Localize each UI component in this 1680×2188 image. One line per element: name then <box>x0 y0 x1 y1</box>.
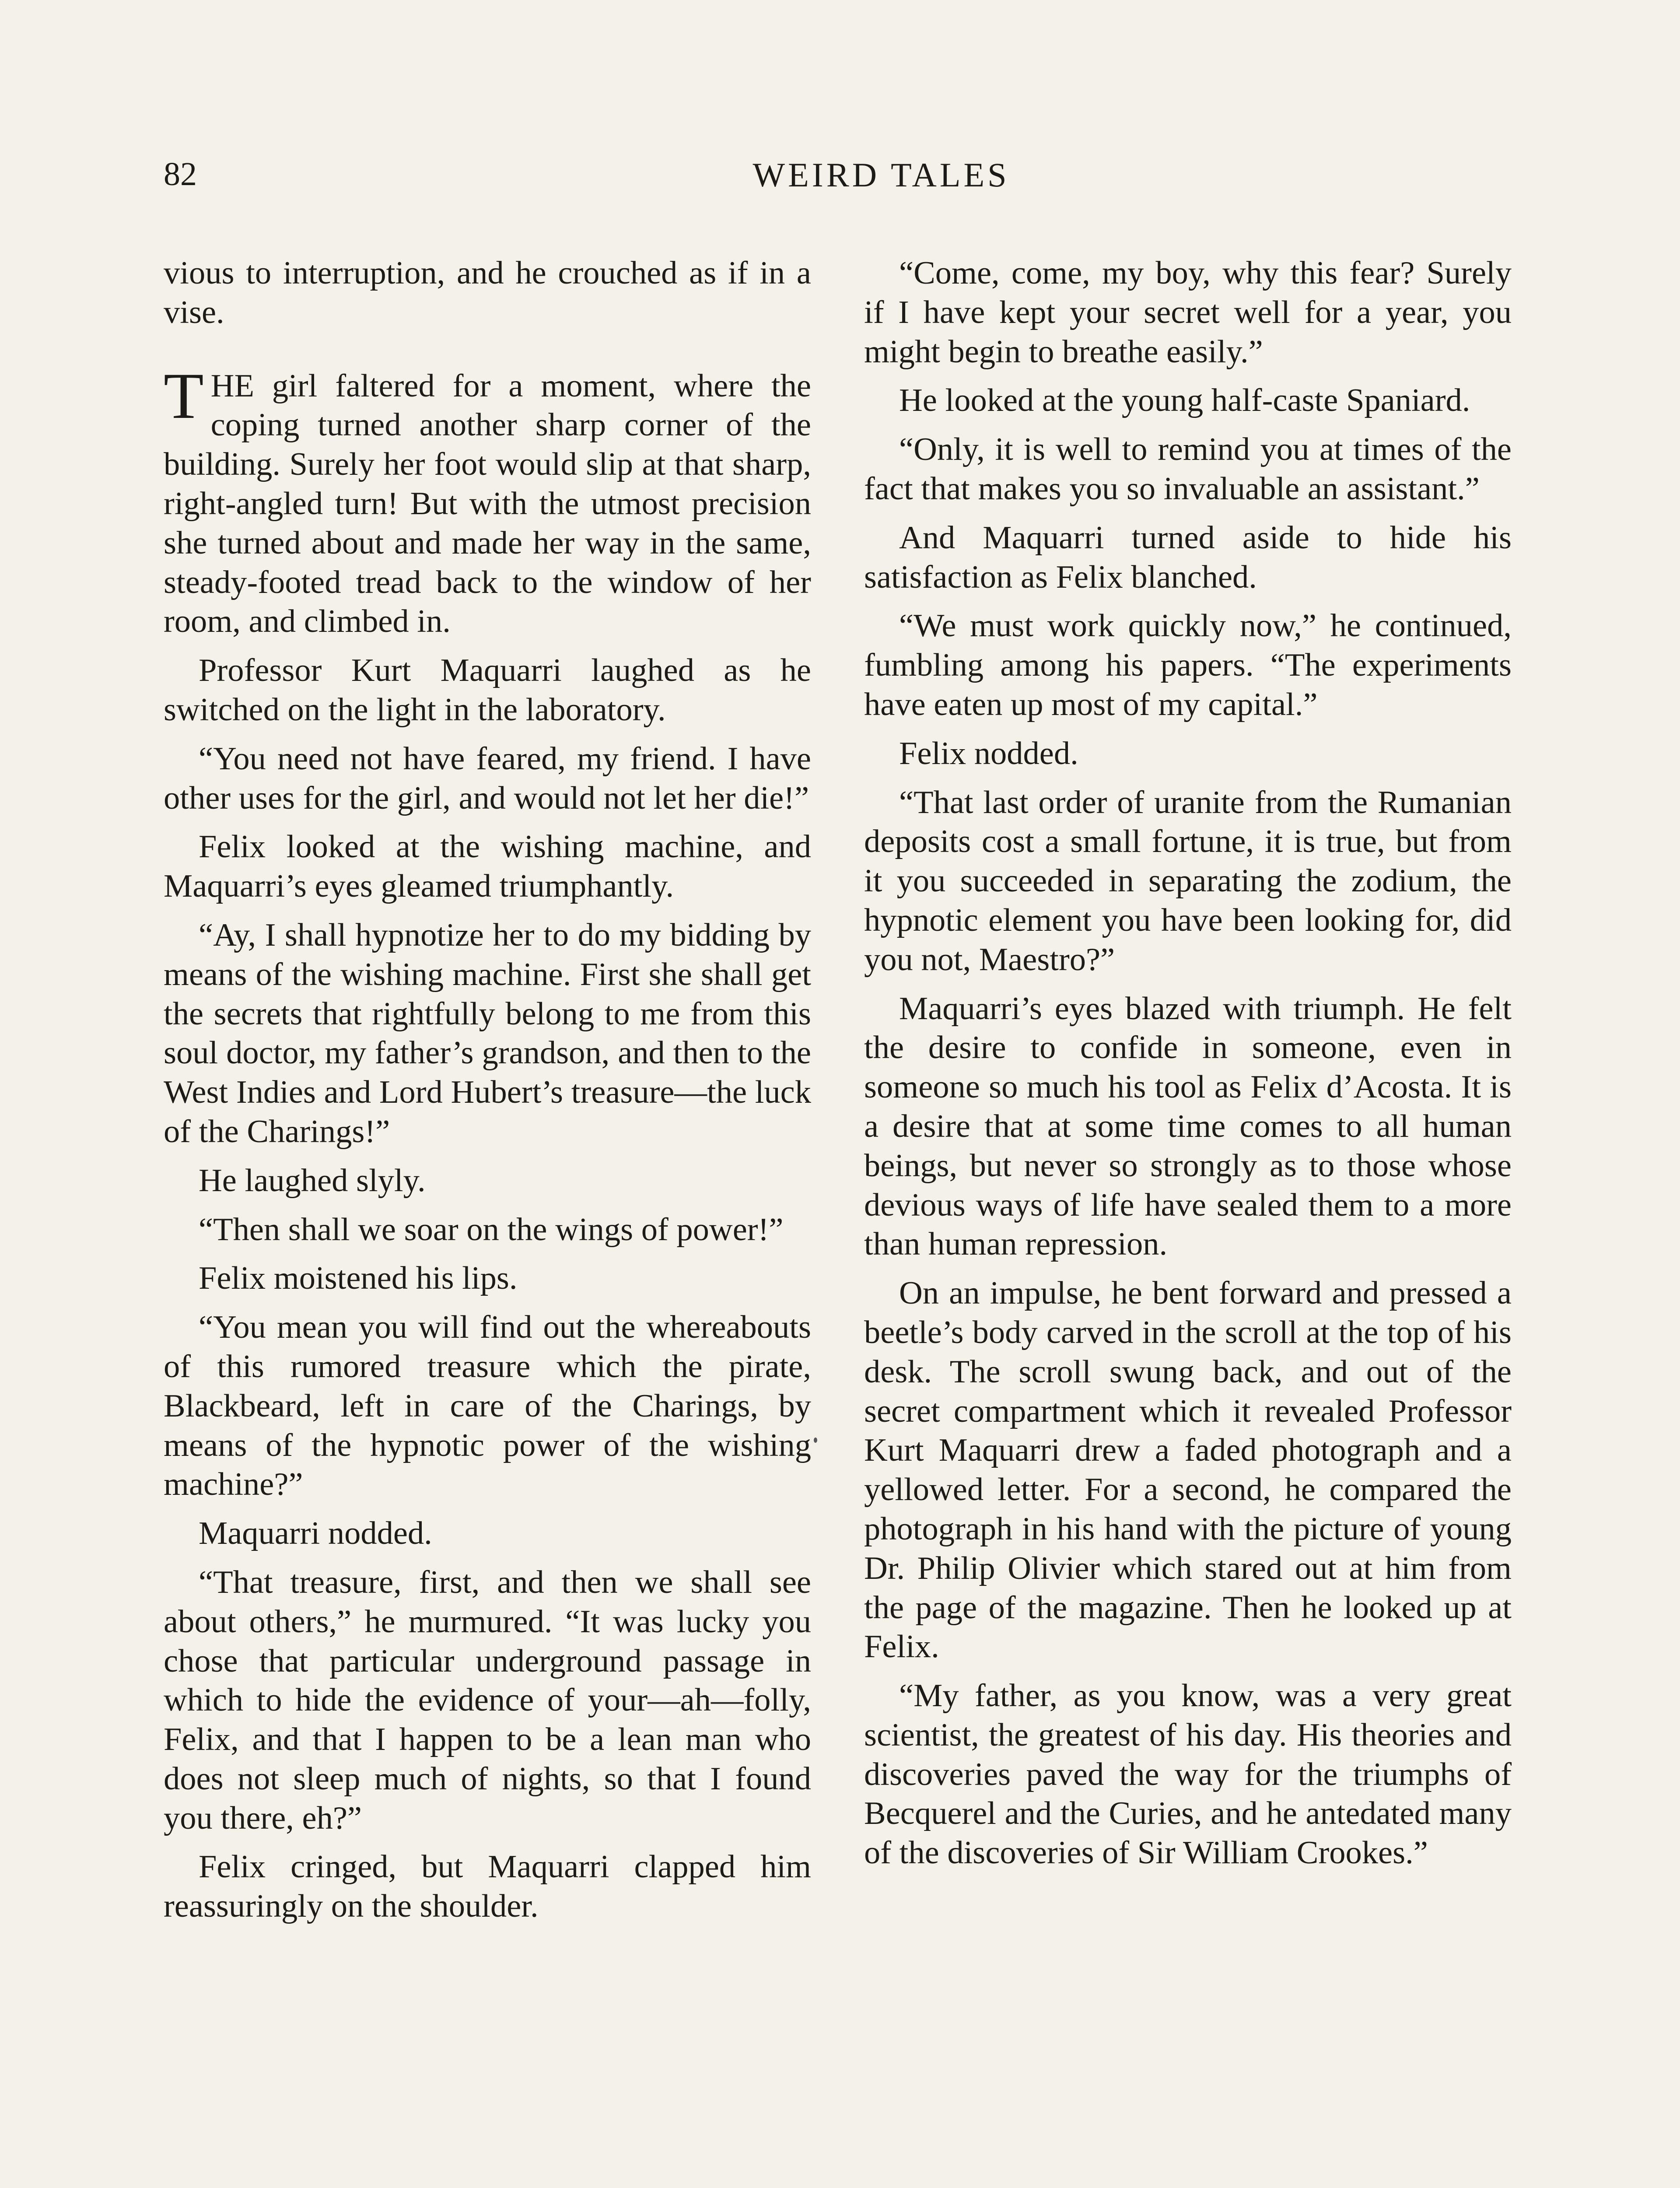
drop-cap: T <box>164 359 204 432</box>
paragraph: “You mean you will find out the whereabouts of this rumored treasure which the pirate, Blackbeard, left in care of the Charings, by means of the hypnotic power of the wishing machine?” <box>164 1309 811 1503</box>
paragraph-text: HE girl faltered for a moment, where the coping turned another sharp corner of the building. Surely her foot would slip at that sharp, right-angled turn! But with the utmost precision she turned about and made her way in the same, steady-footed tread back to the window of her room, and climbed in. <box>164 368 811 640</box>
paragraph: “Come, come, my boy, why this fear? Surely if I have kept your secret well for a year, you might begin to breathe easily.” <box>864 255 1512 370</box>
paragraph: On an impulse, he bent forward and pressed a beetle’s body carved in the scroll at the top of his desk. The scroll swung back, and out of the secret compartment which it revealed Professor Kurt Maquarri drew a faded photograph and a yellowed letter. For a second, he compared the photograph in his hand with the picture of young Dr. Philip Olivier which stared out at him from the page of the magazine. Then he looked up at Felix. <box>864 1275 1512 1665</box>
page-number: 82 <box>164 156 197 193</box>
paragraph: “My father, as you know, was a very great scientist, the greatest of his day. His theories and discoveries paved the way for the triumphs of Becquerel and the Curies, and he antedated many of the discoveries of Sir William Crookes.” <box>864 1678 1512 1871</box>
paragraph: Maquarri’s eyes blazed with triumph. He felt the desire to confide in someone, even in someone so much his tool as Felix d’Acosta. It is a desire that at some time comes to all human beings, but never so strongly as to those whose devious ways of life have sealed them to a more than human repression. <box>864 990 1512 1262</box>
left-column <box>164 254 811 1936</box>
paragraph: “That treasure, first, and then we shall see about others,” he murmured. “It was lucky you chose that particular underground passage in which to hide the evidence of your—ah—folly, Felix, and that I happen to be a lean man who does not sleep much of nights, so that I found you there, eh?” <box>164 1564 811 1836</box>
running-title: WEIRD TALES <box>752 156 1010 194</box>
paragraph: Maquarri nodded. <box>199 1515 432 1552</box>
paragraph: Felix moistened his lips. <box>199 1260 518 1297</box>
right-column <box>864 254 1512 1883</box>
paragraph: “Ay, I shall hypnotize her to do my bidding by means of the wishing machine. First she shall get the secrets that rightfully belong to me from this soul doctor, my father’s grandson, and then to the West Indies and Lord Hubert’s treasure—the luck of the Charings!” <box>164 917 811 1150</box>
paragraph: vious to interruption, and he crouched as if in a vise. <box>164 255 811 330</box>
paragraph: Professor Kurt Maquarri laughed as he switched on the light in the laboratory. <box>164 652 811 728</box>
paragraph: “We must work quickly now,” he continued, fumbling among his papers. “The experiments have eaten up most of my capital.” <box>864 608 1512 722</box>
paragraph: And Maquarri turned aside to hide his satisfaction as Felix blanched. <box>864 519 1512 595</box>
paragraph: “That last order of uranite from the Rumanian deposits cost a small fortune, it is true, but from it you succeeded in separating the zodium, the hypnotic element you have been looking for, did you not, Maestro?” <box>864 784 1512 978</box>
paragraph: He looked at the young half-caste Spaniard. <box>899 382 1470 419</box>
paragraph: Felix cringed, but Maquarri clapped him reassuringly on the shoulder. <box>164 1849 811 1925</box>
page-header <box>164 155 1520 208</box>
paragraph: “Only, it is well to remind you at times of the fact that makes you so invaluable an assistant.” <box>864 431 1512 507</box>
paragraph: “Then shall we soar on the wings of power!” <box>199 1211 784 1248</box>
ink-speck <box>814 1438 817 1443</box>
paragraph: Felix nodded. <box>899 735 1078 771</box>
paragraph: “You need not have feared, my friend. I have other uses for the girl, and would not let her die!” <box>164 740 811 816</box>
paragraph-with-drop-cap <box>164 359 811 642</box>
paragraph: Felix looked at the wishing machine, and Maquarri’s eyes gleamed triumphantly. <box>164 829 811 905</box>
paragraph: He laughed slyly. <box>199 1162 426 1199</box>
